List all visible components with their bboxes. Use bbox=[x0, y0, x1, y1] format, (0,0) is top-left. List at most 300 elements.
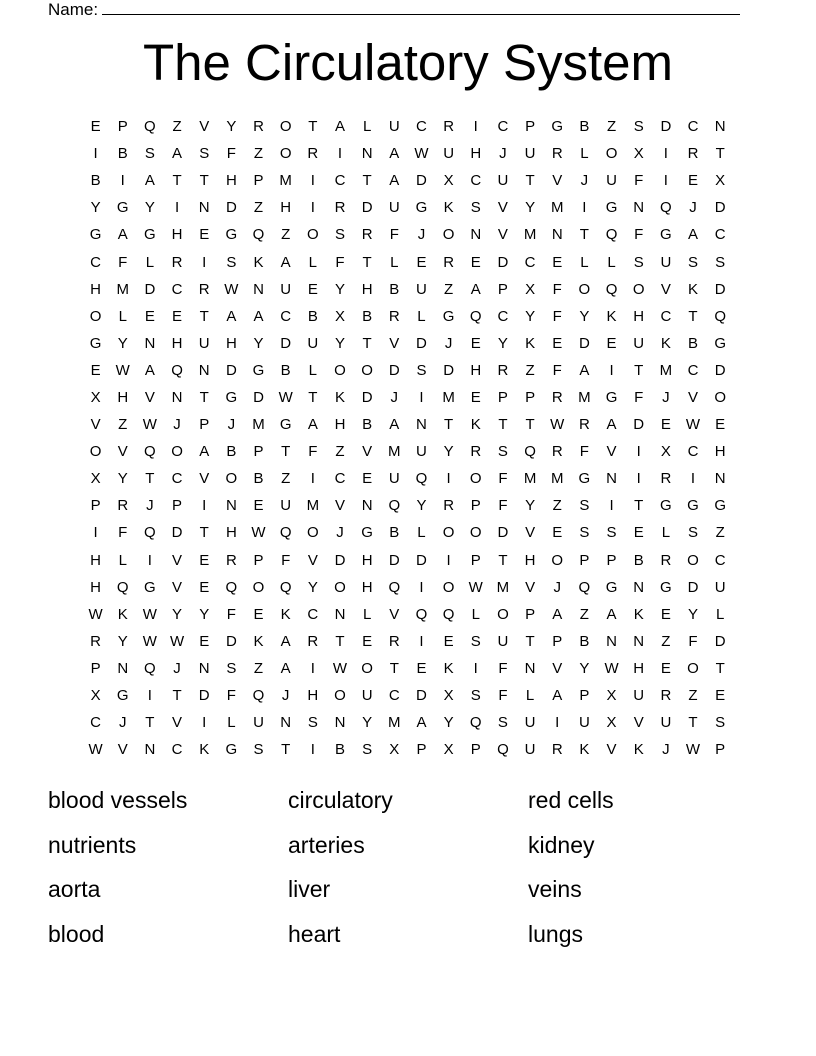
grid-letter: Q bbox=[442, 605, 455, 623]
grid-letter: Q bbox=[144, 659, 156, 677]
word-bank-row bbox=[48, 823, 768, 868]
grid-letter: P bbox=[470, 741, 481, 759]
grid-letter: Q bbox=[415, 470, 428, 488]
grid-letter: Y bbox=[688, 605, 699, 623]
grid-letter: N bbox=[280, 714, 292, 732]
grid-row bbox=[82, 628, 734, 655]
grid-letter: I bbox=[310, 470, 315, 488]
grid-letter: W bbox=[550, 416, 565, 434]
grid-letter: K bbox=[199, 741, 210, 759]
grid-letter: S bbox=[307, 714, 318, 732]
grid-letter: P bbox=[552, 632, 563, 650]
grid-letter: R bbox=[307, 632, 319, 650]
grid-letter: M bbox=[523, 470, 537, 488]
grid-letter: F bbox=[226, 145, 236, 163]
grid-letter: U bbox=[416, 443, 427, 461]
grid-letter: E bbox=[660, 416, 671, 434]
grid-letter: I bbox=[310, 741, 315, 759]
grid-letter: V bbox=[525, 578, 536, 596]
grid-letter: Z bbox=[444, 280, 454, 298]
grid-letter: K bbox=[470, 416, 481, 434]
grid-letter: U bbox=[198, 334, 210, 352]
grid-letter: G bbox=[660, 226, 672, 244]
word-search-grid bbox=[82, 113, 734, 763]
word-bank-item: arteries bbox=[288, 831, 365, 858]
grid-letter: B bbox=[90, 172, 101, 190]
grid-letter: T bbox=[281, 741, 291, 759]
grid-letter: A bbox=[280, 659, 291, 677]
grid-letter: Q bbox=[605, 226, 618, 244]
grid-letter: L bbox=[580, 145, 589, 163]
grid-letter: U bbox=[416, 280, 427, 298]
grid-letter: Q bbox=[144, 443, 156, 461]
grid-letter: I bbox=[310, 172, 315, 190]
grid-letter: J bbox=[146, 497, 154, 515]
grid-letter: A bbox=[280, 632, 291, 650]
grid-row bbox=[82, 411, 734, 438]
grid-letter: I bbox=[663, 172, 668, 190]
grid-letter: C bbox=[687, 443, 699, 461]
grid-letter: L bbox=[661, 524, 671, 542]
grid-letter: J bbox=[173, 416, 181, 434]
grid-letter: R bbox=[361, 226, 373, 244]
grid-letter: B bbox=[307, 307, 318, 325]
grid-letter: A bbox=[389, 145, 400, 163]
grid-letter: G bbox=[660, 578, 672, 596]
grid-letter: U bbox=[714, 578, 726, 596]
grid-letter: H bbox=[361, 551, 373, 569]
grid-letter: U bbox=[633, 687, 645, 705]
grid-letter: T bbox=[362, 172, 372, 190]
grid-row bbox=[82, 709, 734, 736]
grid-letter: N bbox=[416, 416, 427, 434]
grid-letter: W bbox=[468, 578, 483, 596]
grid-letter: F bbox=[552, 280, 562, 298]
grid-letter: D bbox=[225, 632, 237, 650]
grid-letter: T bbox=[715, 659, 725, 677]
grid-letter: C bbox=[171, 470, 183, 488]
grid-row bbox=[82, 194, 734, 221]
grid-letter: D bbox=[198, 687, 210, 705]
grid-letter: U bbox=[361, 687, 373, 705]
grid-letter: R bbox=[551, 741, 563, 759]
grid-letter: B bbox=[389, 280, 400, 298]
grid-letter: D bbox=[497, 524, 509, 542]
grid-letter: D bbox=[497, 253, 509, 271]
grid-letter: S bbox=[253, 741, 264, 759]
grid-letter: T bbox=[199, 524, 209, 542]
grid-letter: I bbox=[174, 199, 180, 217]
grid-letter: A bbox=[688, 226, 699, 244]
grid-letter: I bbox=[582, 199, 587, 217]
grid-letter: U bbox=[280, 280, 292, 298]
grid-letter: E bbox=[253, 605, 264, 623]
grid-letter: H bbox=[633, 659, 645, 677]
grid-letter: R bbox=[551, 145, 563, 163]
grid-letter: W bbox=[88, 605, 103, 623]
grid-letter: U bbox=[524, 741, 536, 759]
grid-letter: Q bbox=[279, 524, 292, 542]
grid-letter: P bbox=[253, 172, 264, 190]
grid-letter: U bbox=[660, 714, 672, 732]
grid-letter: R bbox=[551, 443, 563, 461]
grid-letter: J bbox=[580, 172, 589, 190]
grid-letter: I bbox=[446, 470, 451, 488]
grid-letter: B bbox=[253, 470, 264, 488]
grid-letter: V bbox=[199, 118, 210, 136]
grid-letter: U bbox=[578, 714, 590, 732]
grid-letter: I bbox=[419, 578, 424, 596]
grid-letter: M bbox=[523, 226, 537, 244]
grid-letter: V bbox=[606, 443, 617, 461]
grid-letter: T bbox=[362, 253, 372, 271]
grid-letter: D bbox=[144, 280, 156, 298]
grid-letter: W bbox=[685, 416, 701, 434]
word-bank-row bbox=[48, 912, 768, 957]
grid-letter: F bbox=[634, 388, 644, 406]
grid-letter: Z bbox=[661, 632, 671, 650]
grid-letter: I bbox=[609, 361, 614, 379]
grid-letter: J bbox=[553, 578, 561, 596]
grid-letter: S bbox=[470, 687, 481, 705]
grid-letter: X bbox=[334, 307, 345, 325]
grid-letter: C bbox=[90, 714, 101, 732]
grid-letter: O bbox=[605, 145, 618, 163]
grid-row bbox=[82, 303, 734, 330]
grid-letter: P bbox=[90, 497, 101, 515]
grid-letter: N bbox=[334, 714, 346, 732]
grid-letter: U bbox=[606, 172, 617, 190]
grid-letter: L bbox=[716, 605, 725, 623]
grid-letter: H bbox=[361, 578, 373, 596]
grid-letter: G bbox=[89, 334, 102, 352]
grid-letter: T bbox=[688, 714, 698, 732]
grid-letter: J bbox=[281, 687, 290, 705]
grid-letter: G bbox=[605, 578, 618, 596]
grid-letter: K bbox=[117, 605, 128, 623]
grid-letter: W bbox=[142, 416, 157, 434]
grid-letter: H bbox=[307, 687, 319, 705]
grid-letter: F bbox=[389, 226, 399, 244]
grid-letter: W bbox=[332, 659, 348, 677]
grid-letter: Q bbox=[388, 578, 401, 596]
word-bank-item: circulatory bbox=[288, 787, 393, 814]
grid-letter: T bbox=[498, 416, 508, 434]
grid-letter: X bbox=[443, 741, 454, 759]
grid-letter: A bbox=[606, 605, 617, 623]
grid-letter: A bbox=[307, 416, 318, 434]
grid-letter: C bbox=[307, 605, 319, 623]
grid-letter: K bbox=[525, 334, 536, 352]
grid-letter: E bbox=[633, 524, 644, 542]
grid-letter: D bbox=[388, 551, 400, 569]
grid-letter: C bbox=[171, 741, 183, 759]
grid-letter: Q bbox=[144, 118, 156, 136]
grid-letter: U bbox=[633, 334, 645, 352]
grid-letter: G bbox=[605, 199, 618, 217]
grid-letter: Z bbox=[552, 497, 562, 515]
grid-letter: S bbox=[470, 632, 481, 650]
grid-letter: J bbox=[227, 416, 236, 434]
grid-letter: O bbox=[171, 443, 183, 461]
grid-letter: I bbox=[663, 145, 668, 163]
grid-letter: D bbox=[714, 632, 726, 650]
grid-letter: T bbox=[199, 307, 209, 325]
grid-letter: R bbox=[334, 199, 346, 217]
grid-letter: L bbox=[607, 253, 616, 271]
grid-letter: Y bbox=[117, 470, 128, 488]
grid-letter: D bbox=[253, 388, 264, 406]
grid-letter: P bbox=[497, 388, 508, 406]
grid-letter: Q bbox=[497, 741, 509, 759]
grid-letter: N bbox=[551, 226, 563, 244]
grid-letter: P bbox=[199, 416, 210, 434]
grid-letter: F bbox=[552, 307, 562, 325]
grid-letter: J bbox=[499, 145, 507, 163]
grid-letter: R bbox=[497, 361, 509, 379]
grid-letter: B bbox=[280, 361, 291, 379]
grid-letter: H bbox=[225, 524, 237, 542]
grid-letter: O bbox=[89, 443, 102, 461]
grid-letter: Q bbox=[605, 280, 618, 298]
grid-letter: U bbox=[443, 145, 455, 163]
grid-letter: E bbox=[253, 497, 264, 515]
grid-letter: T bbox=[145, 470, 155, 488]
grid-letter: U bbox=[524, 714, 536, 732]
grid-letter: O bbox=[306, 524, 319, 542]
grid-letter: F bbox=[118, 253, 128, 271]
grid-letter: X bbox=[443, 687, 454, 705]
grid-letter: Q bbox=[469, 307, 482, 325]
grid-letter: E bbox=[416, 659, 427, 677]
grid-letter: C bbox=[524, 253, 536, 271]
grid-letter: U bbox=[497, 172, 509, 190]
grid-letter: A bbox=[280, 253, 291, 271]
grid-letter: Z bbox=[118, 416, 128, 434]
grid-letter: V bbox=[389, 334, 400, 352]
grid-letter: K bbox=[688, 280, 699, 298]
grid-letter: O bbox=[334, 687, 346, 705]
grid-letter: L bbox=[308, 361, 317, 379]
grid-letter: U bbox=[497, 632, 509, 650]
grid-letter: U bbox=[388, 470, 400, 488]
grid-row bbox=[82, 221, 734, 248]
grid-letter: C bbox=[660, 307, 672, 325]
grid-letter: E bbox=[172, 307, 183, 325]
grid-letter: S bbox=[579, 497, 590, 515]
grid-letter: F bbox=[688, 632, 698, 650]
grid-letter: N bbox=[225, 497, 237, 515]
grid-row bbox=[82, 736, 734, 763]
grid-letter: K bbox=[253, 632, 264, 650]
grid-letter: A bbox=[606, 416, 617, 434]
grid-letter: C bbox=[470, 172, 482, 190]
grid-letter: T bbox=[172, 687, 182, 705]
grid-letter: D bbox=[361, 199, 373, 217]
grid-letter: J bbox=[417, 226, 426, 244]
grid-letter: R bbox=[388, 307, 400, 325]
grid-letter: R bbox=[660, 470, 672, 488]
name-underline bbox=[102, 0, 740, 15]
grid-letter: H bbox=[470, 145, 482, 163]
grid-letter: H bbox=[714, 443, 726, 461]
grid-letter: X bbox=[633, 145, 644, 163]
grid-letter: Y bbox=[90, 199, 101, 217]
grid-letter: R bbox=[443, 253, 455, 271]
grid-letter: T bbox=[199, 172, 209, 190]
grid-letter: E bbox=[552, 334, 563, 352]
grid-letter: G bbox=[605, 388, 618, 406]
grid-letter: G bbox=[89, 226, 102, 244]
grid-letter: S bbox=[633, 253, 644, 271]
grid-letter: D bbox=[633, 416, 645, 434]
grid-letter: X bbox=[90, 388, 101, 406]
grid-letter: S bbox=[579, 524, 590, 542]
grid-letter: F bbox=[226, 687, 236, 705]
grid-letter: W bbox=[251, 524, 266, 542]
grid-letter: R bbox=[198, 280, 210, 298]
grid-letter: A bbox=[199, 443, 210, 461]
grid-letter: O bbox=[279, 118, 292, 136]
grid-letter: I bbox=[93, 145, 98, 163]
grid-letter: X bbox=[443, 172, 454, 190]
grid-letter: X bbox=[606, 714, 617, 732]
grid-letter: O bbox=[225, 470, 238, 488]
grid-letter: M bbox=[550, 470, 564, 488]
grid-letter: T bbox=[444, 416, 454, 434]
grid-letter: N bbox=[117, 659, 129, 677]
grid-letter: R bbox=[660, 687, 672, 705]
grid-letter: F bbox=[634, 172, 644, 190]
grid-letter: I bbox=[690, 470, 696, 488]
grid-letter: H bbox=[361, 280, 373, 298]
grid-letter: V bbox=[633, 714, 644, 732]
grid-row bbox=[82, 682, 734, 709]
grid-letter: V bbox=[525, 524, 536, 542]
grid-letter: W bbox=[414, 145, 429, 163]
grid-letter: K bbox=[253, 253, 264, 271]
grid-letter: O bbox=[442, 578, 455, 596]
grid-letter: C bbox=[497, 118, 509, 136]
grid-letter: P bbox=[525, 118, 536, 136]
grid-letter: U bbox=[307, 334, 319, 352]
grid-letter: S bbox=[633, 118, 644, 136]
grid-letter: G bbox=[361, 524, 373, 542]
grid-letter: G bbox=[144, 226, 156, 244]
grid-letter: D bbox=[416, 172, 427, 190]
grid-letter: Z bbox=[579, 605, 589, 623]
grid-letter: E bbox=[144, 307, 155, 325]
grid-letter: U bbox=[660, 253, 672, 271]
grid-letter: C bbox=[714, 226, 726, 244]
grid-letter: Y bbox=[199, 605, 210, 623]
grid-letter: K bbox=[579, 741, 590, 759]
grid-letter: I bbox=[202, 497, 207, 515]
grid-letter: Y bbox=[416, 497, 427, 515]
grid-letter: E bbox=[90, 118, 101, 136]
grid-letter: J bbox=[336, 524, 344, 542]
grid-letter: U bbox=[388, 199, 400, 217]
grid-letter: L bbox=[417, 307, 426, 325]
grid-letter: P bbox=[525, 388, 536, 406]
grid-letter: Q bbox=[116, 578, 129, 596]
grid-letter: P bbox=[606, 551, 617, 569]
grid-row bbox=[82, 384, 734, 411]
grid-letter: D bbox=[334, 551, 346, 569]
grid-letter: P bbox=[579, 687, 590, 705]
grid-letter: Y bbox=[334, 280, 345, 298]
grid-letter: E bbox=[416, 253, 427, 271]
grid-letter: M bbox=[306, 497, 320, 515]
grid-letter: M bbox=[252, 416, 265, 434]
grid-letter: S bbox=[334, 226, 345, 244]
grid-letter: P bbox=[497, 280, 508, 298]
grid-letter: S bbox=[715, 253, 726, 271]
grid-letter: H bbox=[225, 334, 237, 352]
grid-letter: O bbox=[361, 659, 373, 677]
grid-letter: L bbox=[308, 253, 317, 271]
grid-letter: Y bbox=[226, 118, 237, 136]
grid-letter: I bbox=[473, 118, 478, 136]
word-bank-item: heart bbox=[288, 920, 341, 947]
grid-letter: E bbox=[443, 632, 454, 650]
word-bank bbox=[48, 778, 768, 956]
grid-letter: M bbox=[550, 199, 564, 217]
grid-letter: N bbox=[198, 361, 210, 379]
grid-letter: W bbox=[142, 632, 157, 650]
grid-letter: I bbox=[147, 551, 152, 569]
grid-letter: V bbox=[552, 659, 563, 677]
grid-letter: S bbox=[497, 714, 508, 732]
grid-letter: Q bbox=[144, 524, 156, 542]
grid-letter: K bbox=[606, 307, 617, 325]
grid-letter: R bbox=[443, 497, 455, 515]
grid-letter: I bbox=[473, 659, 478, 677]
grid-letter: E bbox=[199, 551, 210, 569]
grid-letter: A bbox=[226, 307, 237, 325]
grid-letter: O bbox=[442, 226, 455, 244]
grid-row bbox=[82, 655, 734, 682]
grid-letter: M bbox=[279, 172, 292, 190]
grid-letter: Q bbox=[469, 714, 482, 732]
grid-letter: C bbox=[171, 280, 183, 298]
grid-letter: T bbox=[199, 388, 209, 406]
grid-letter: E bbox=[199, 578, 210, 596]
grid-letter: X bbox=[389, 741, 400, 759]
grid-letter: V bbox=[606, 741, 617, 759]
grid-letter: A bbox=[389, 172, 400, 190]
grid-letter: X bbox=[715, 172, 726, 190]
grid-letter: Z bbox=[281, 226, 291, 244]
grid-letter: T bbox=[145, 714, 155, 732]
grid-letter: X bbox=[90, 687, 101, 705]
grid-letter: Y bbox=[362, 714, 373, 732]
grid-row bbox=[82, 113, 734, 140]
grid-letter: O bbox=[252, 578, 265, 596]
grid-letter: R bbox=[443, 118, 455, 136]
grid-letter: G bbox=[660, 497, 672, 515]
grid-letter: L bbox=[417, 524, 426, 542]
grid-letter: D bbox=[171, 524, 183, 542]
grid-letter: W bbox=[224, 280, 239, 298]
grid-letter: S bbox=[362, 741, 373, 759]
grid-letter: I bbox=[555, 714, 560, 732]
grid-row bbox=[82, 248, 734, 275]
grid-letter: T bbox=[335, 632, 345, 650]
grid-letter: Z bbox=[715, 524, 725, 542]
grid-letter: E bbox=[715, 416, 726, 434]
grid-letter: W bbox=[115, 361, 130, 379]
